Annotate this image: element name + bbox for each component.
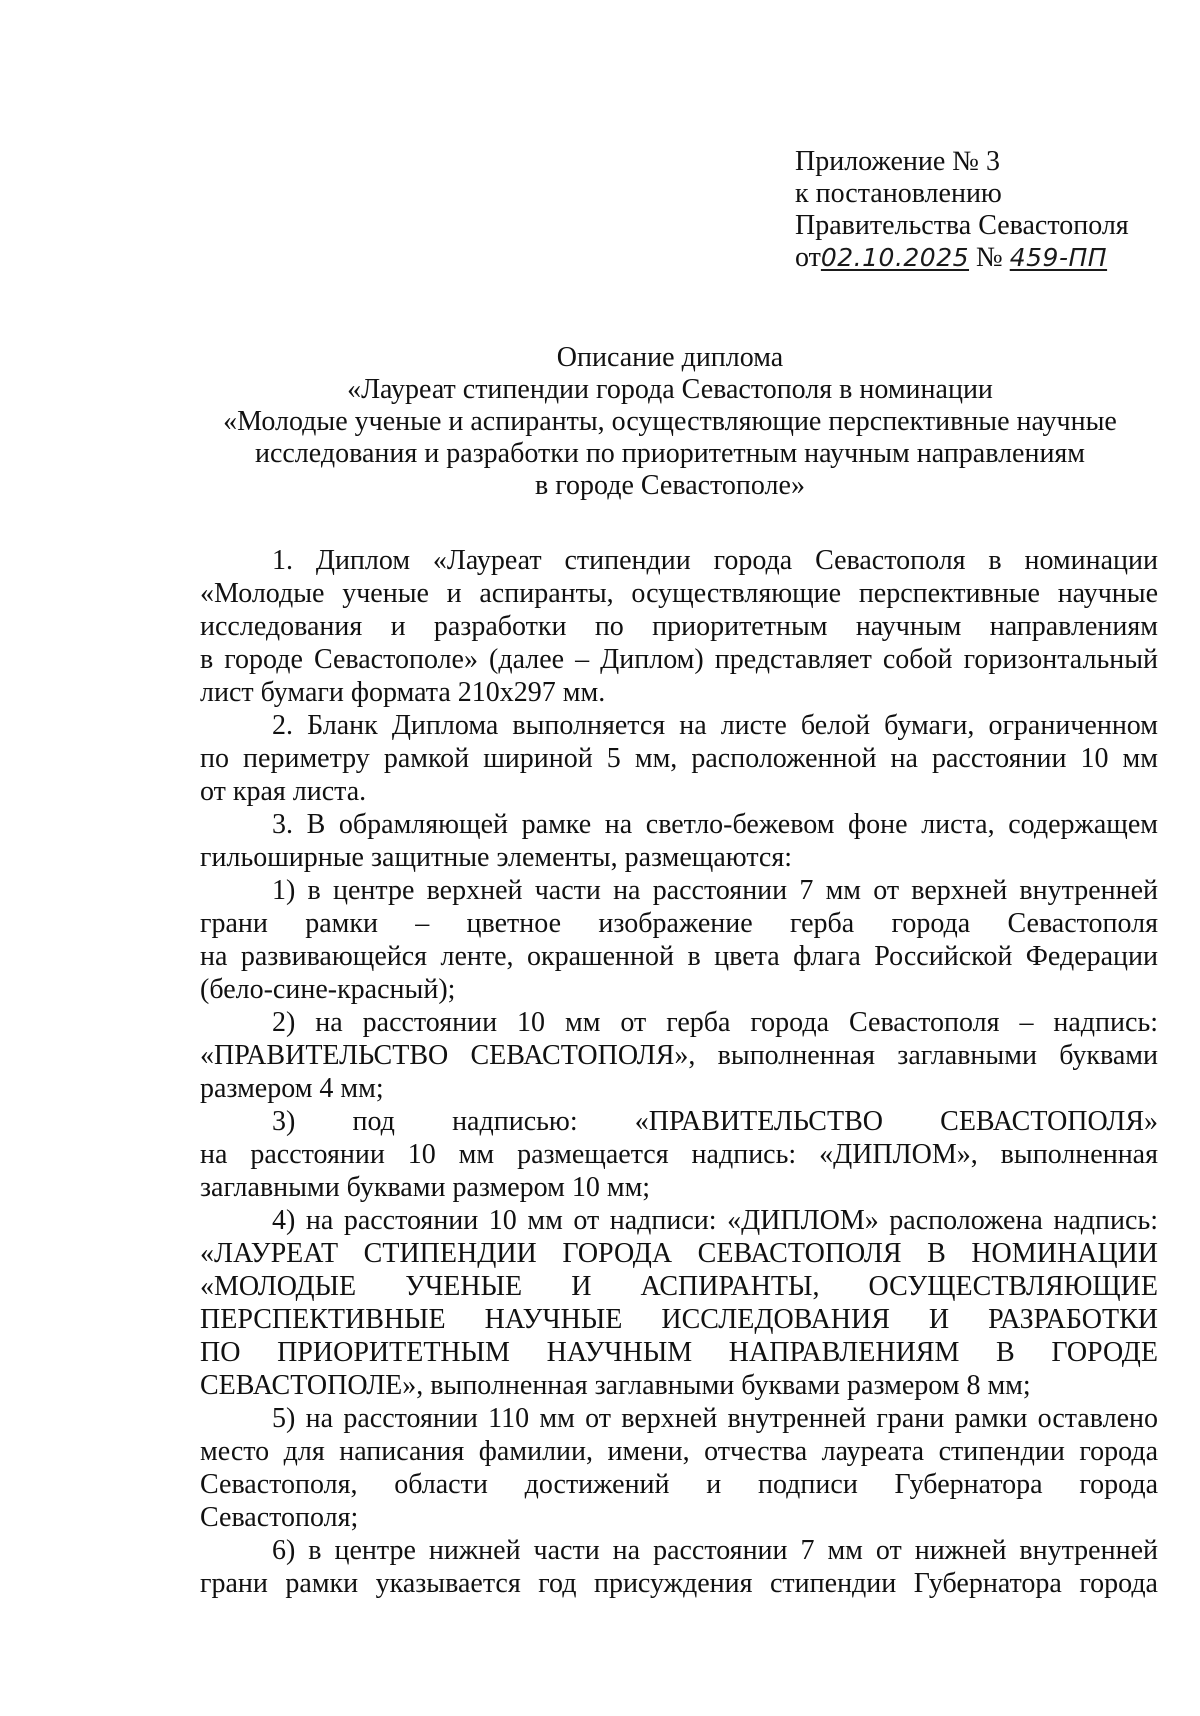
title-line: «Молодые ученые и аспиранты, осуществляющие перспективные научные <box>223 406 1117 437</box>
body-line: заглавными буквами размером 10 мм; <box>200 1172 651 1203</box>
title-line: исследования и разработки по приоритетным научным направлениям <box>254 438 1086 469</box>
body-line: ПЕРСПЕКТИВНЫЕ НАУЧНЫЕ ИССЛЕДОВАНИЯ И РАЗРАБОТКИ <box>200 1304 1158 1335</box>
body-line: грани рамки – цветное изображение герба города Севастополя <box>200 908 1158 939</box>
appendix-date-line <box>795 242 1129 274</box>
body-line: «Молодые ученые и аспиранты, осуществляющие перспективные научные <box>200 578 1158 609</box>
body-line: 2) на расстоянии 10 мм от герба города Севастополя – надпись: <box>272 1007 1158 1038</box>
body-line: 3) под надписью: «ПРАВИТЕЛЬСТВО СЕВАСТОПОЛЯ» <box>272 1106 1158 1137</box>
body-line: «МОЛОДЫЕ УЧЕНЫЕ И АСПИРАНТЫ, ОСУЩЕСТВЛЯЮЩИЕ <box>200 1271 1158 1302</box>
appendix-line: Приложение № 3 <box>795 146 1000 177</box>
body-line: грани рамки указывается год присуждения стипендии Губернатора города <box>200 1568 1158 1599</box>
body-line: (бело-сине-красный); <box>200 974 456 1005</box>
body-line: Севастополя, области достижений и подписи Губернатора города <box>200 1469 1158 1500</box>
body-line: исследования и разработки по приоритетным научным направлениям <box>200 611 1158 642</box>
body-line: 2. Бланк Диплома выполняется на листе белой бумаги, ограниченном <box>272 710 1158 741</box>
number-sign: № <box>976 242 1003 273</box>
title-line: «Лауреат стипендии города Севастополя в номинации <box>347 374 993 405</box>
body-line: 3. В обрамляющей рамке на светло-бежевом фоне листа, содержащем <box>272 809 1158 840</box>
appendix-line: к постановлению <box>795 178 1002 209</box>
body-line: гильоширные защитные элементы, размещаются: <box>200 842 793 873</box>
body-line: 6) в центре нижней части на расстоянии 7 мм от нижней внутренней <box>272 1535 1158 1566</box>
body-line: размером 4 мм; <box>200 1073 384 1104</box>
body-line: от края листа. <box>200 776 367 807</box>
appendix-block <box>795 146 1129 274</box>
body-line: 5) на расстоянии 110 мм от верхней внутренней грани рамки оставлено <box>272 1403 1158 1434</box>
body-line: «ПРАВИТЕЛЬСТВО СЕВАСТОПОЛЯ», выполненная заглавными буквами <box>200 1040 1158 1071</box>
date-prefix: от <box>795 242 821 273</box>
handwritten-date: 02.10.2025 <box>820 243 970 272</box>
title-line: Описание диплома <box>556 342 784 373</box>
body-line: на расстоянии 10 мм размещается надпись: «ДИПЛОМ», выполненная <box>200 1139 1158 1170</box>
body-line: Севастополя; <box>200 1502 359 1533</box>
appendix-line: Правительства Севастополя <box>795 210 1129 241</box>
body-line: место для написания фамилии, имени, отчества лауреата стипендии города <box>200 1436 1158 1467</box>
body-line: 4) на расстоянии 10 мм от надписи: «ДИПЛОМ» расположена надпись: <box>272 1205 1158 1236</box>
body-line: «ЛАУРЕАТ СТИПЕНДИИ ГОРОДА СЕВАСТОПОЛЯ В НОМИНАЦИИ <box>200 1238 1158 1269</box>
body-line: по периметру рамкой шириной 5 мм, расположенной на расстоянии 10 мм <box>200 743 1158 774</box>
body-line: в городе Севастополе» (далее – Диплом) представляет собой горизонтальный <box>200 644 1158 675</box>
handwritten-number: 459-ПП <box>1009 243 1108 272</box>
title-line: в городе Севастополе» <box>535 470 805 501</box>
body-line: ПО ПРИОРИТЕТНЫМ НАУЧНЫМ НАПРАВЛЕНИЯМ В ГОРОДЕ <box>200 1337 1158 1368</box>
body-line: СЕВАСТОПОЛЕ», выполненная заглавными буквами размером 8 мм; <box>200 1370 1031 1401</box>
document-body <box>200 544 1158 1600</box>
document-title <box>180 342 1160 502</box>
body-line: на развивающейся ленте, окрашенной в цвета флага Российской Федерации <box>200 941 1158 972</box>
body-line: лист бумаги формата 210х297 мм. <box>200 677 606 708</box>
body-line: 1) в центре верхней части на расстоянии 7 мм от верхней внутренней <box>272 875 1158 906</box>
body-line: 1. Диплом «Лауреат стипендии города Севастополя в номинации <box>272 545 1158 576</box>
